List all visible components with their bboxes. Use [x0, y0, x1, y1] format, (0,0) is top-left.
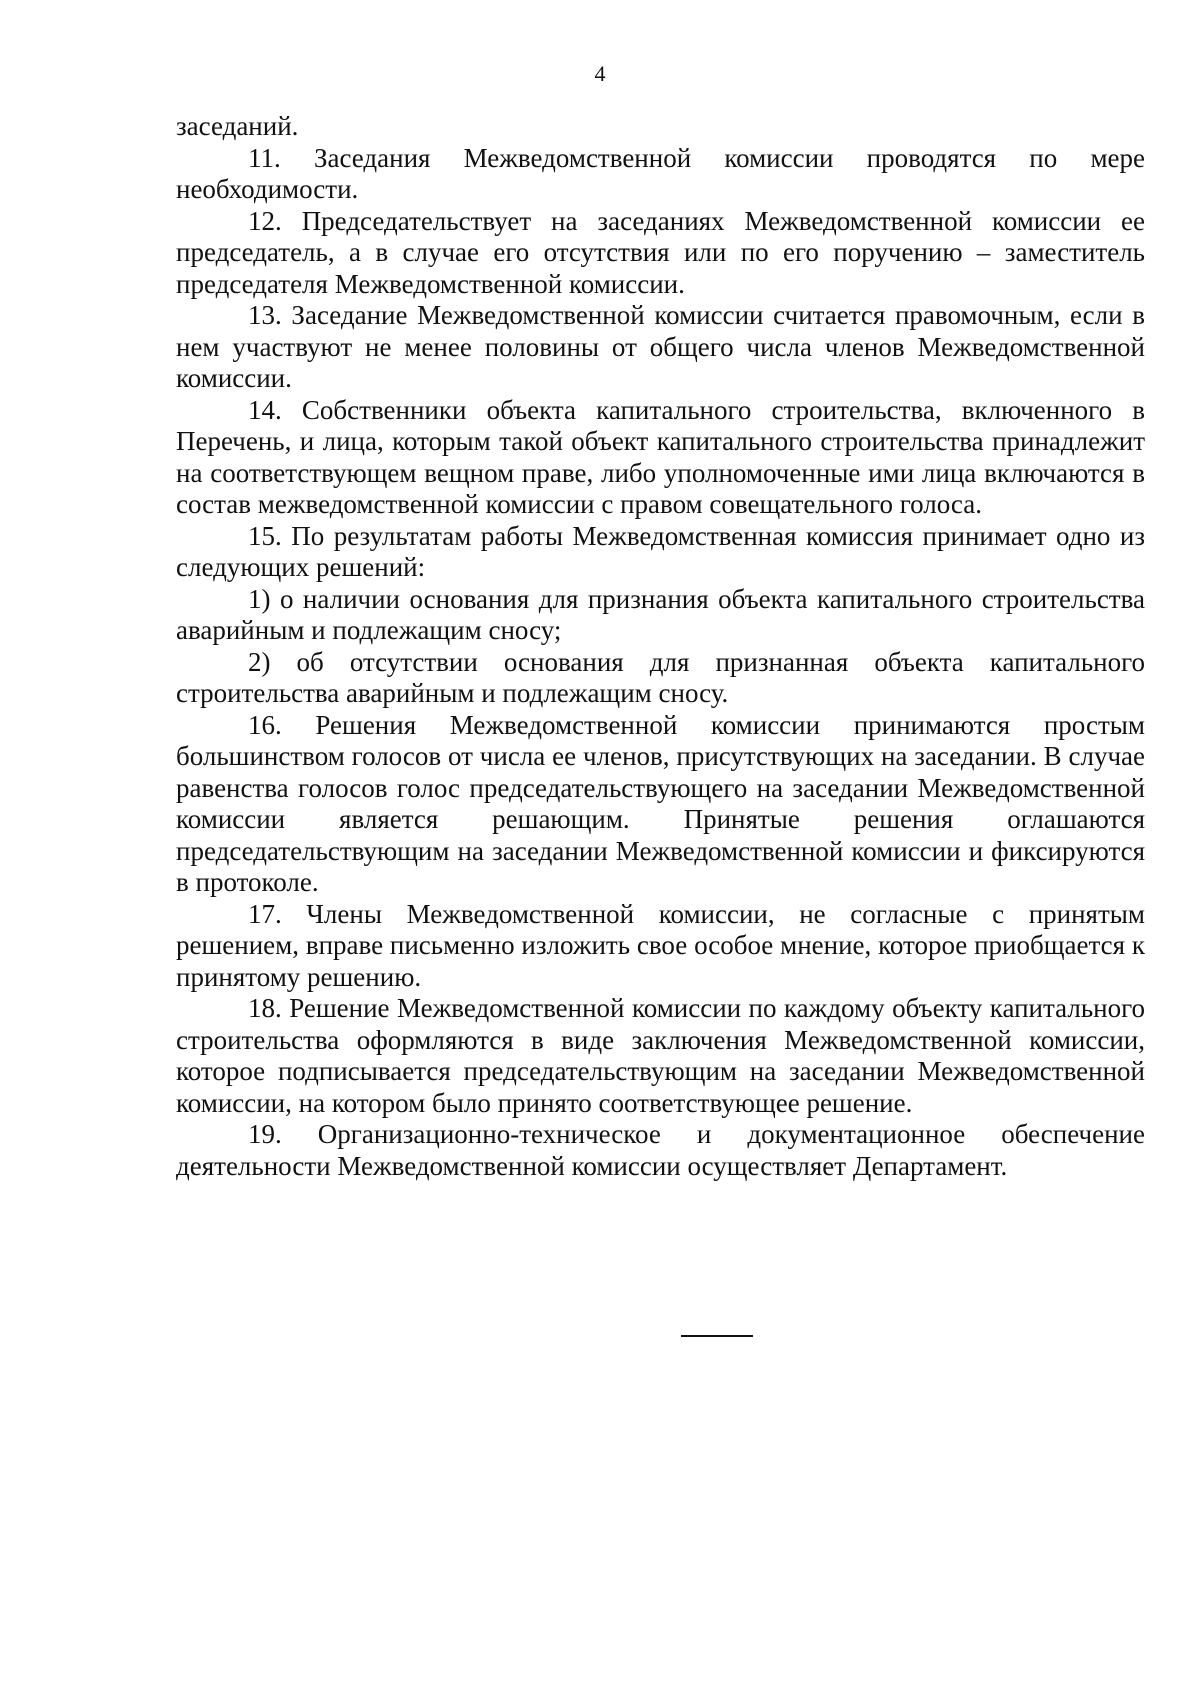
page-number: 4: [594, 61, 606, 86]
paragraph-item-17: 17. Члены Межведомственной комиссии, не согласные с принятым решением, вправе письменно изложить свое особое мнение, которое приобщается к принятому решению.: [176, 898, 1145, 992]
paragraph-item-12: 12. Председательствует на заседаниях Межведомственной комиссии ее председатель, а в случае его отсутствия или по его поручению – заместитель председателя Межведомственной комиссии.: [176, 205, 1145, 299]
paragraph-item-18: 18. Решение Межведомственной комиссии по каждому объекту капитального строительства оформляются в виде заключения Межведомственной комиссии, которое подписывается председательствующим на заседании Межведомственной комиссии, на котором было принято соответствующее решение.: [176, 993, 1145, 1118]
paragraph-item-11: 11. Заседания Межведомственной комиссии проводятся по мере необходимости.: [176, 142, 1145, 204]
paragraph-item-15: 15. По результатам работы Межведомственная комиссия принимает одно из следующих решений:: [176, 520, 1145, 582]
paragraph-item-14: 14. Собственники объекта капитального строительства, включенного в Перечень, и лица, которым такой объект капитального строительства принадлежит на соответствующем вещном праве, либо уполномоченные ими лица включаются в состав межведомственной комиссии с правом совещательного голоса.: [176, 394, 1145, 519]
paragraph-item-16: 16. Решения Межведомственной комиссии принимаются простым большинством голосов от числа ее членов, присутствующих на заседании. В случае равенства голосов голос председательствующего на заседании Межведомственной комиссии является решающим. Принятые решения оглашаются председательствующим на заседании Межведомственной комиссии и фиксируются в протоколе.: [176, 709, 1145, 897]
end-of-document-rule: [681, 1335, 753, 1337]
paragraph-continuation: заседаний.: [176, 111, 299, 141]
paragraph-item-13: 13. Заседание Межведомственной комиссии считается правомочным, если в нем участвуют не менее половины от общего числа членов Межведомственной комиссии.: [176, 300, 1145, 393]
document-body: [176, 111, 1145, 1182]
subitem-15-1: 1) о наличии основания для признания объекта капитального строительства аварийным и подлежащим сносу;: [176, 583, 1145, 645]
paragraph-item-19: 19. Организационно-техническое и документационное обеспечение деятельности Межведомственной комиссии осуществляет Департамент.: [176, 1119, 1145, 1181]
subitem-15-2: 2) об отсутствии основания для признанная объекта капитального строительства аварийным и подлежащим сносу.: [176, 646, 1145, 708]
